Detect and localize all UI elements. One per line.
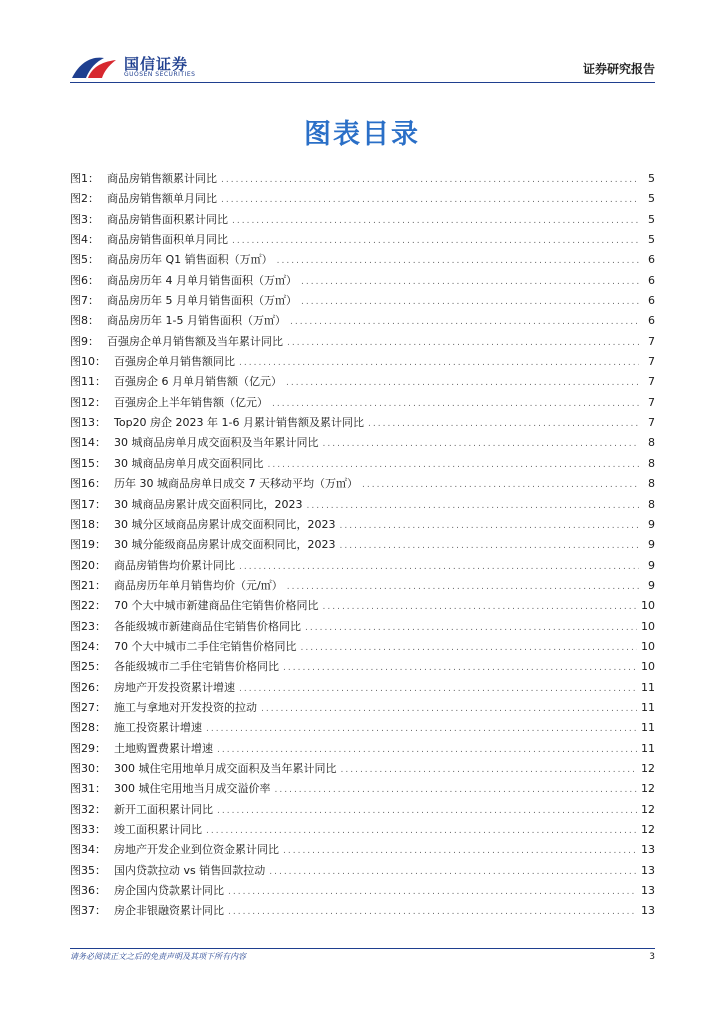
toc-figure-title: 商品房历年单月销售均价（元/㎡） (114, 578, 283, 592)
toc-figure-title: 300 城住宅用地单月成交面积及当年累计同比 (114, 761, 337, 775)
toc-figure-number: 图16： (70, 477, 106, 491)
toc-page-number: 10 (641, 619, 655, 633)
toc-figure-number: 图25： (70, 660, 106, 674)
toc-page-number: 8 (648, 456, 655, 470)
toc-figure-title: 商品房历年 1-5 月销售面积（万㎡） (107, 314, 286, 328)
toc-page-number: 8 (648, 497, 655, 511)
toc-figure-title: 30 城商品房单月成交面积同比 (114, 456, 264, 470)
toc-figure-title: 商品房销售面积累计同比 (107, 212, 228, 226)
toc-entry[interactable] (70, 535, 655, 555)
toc-entry[interactable] (70, 433, 655, 453)
toc-figure-title: 商品房销售额单月同比 (107, 192, 217, 206)
toc-entry[interactable] (70, 474, 655, 494)
toc-figure-number: 图1： (70, 172, 99, 185)
toc-figure-number: 图23： (70, 619, 106, 633)
toc-figure-title: 各能级城市新建商品住宅销售价格同比 (114, 619, 301, 633)
toc-entry[interactable] (70, 617, 655, 637)
toc-dot-leader (287, 333, 639, 353)
toc-figure-title: 商品房销售均价累计同比 (114, 558, 235, 572)
toc-entry[interactable] (70, 352, 655, 372)
toc-figure-title: 房地产开发企业到位资金累计同比 (114, 843, 279, 857)
toc-entry[interactable] (70, 393, 655, 413)
toc-figure-number: 图10： (70, 355, 106, 369)
toc-figure-title: Top20 房企 2023 年 1-6 月累计销售额及累计同比 (114, 416, 365, 430)
toc-figure-number: 图19： (70, 538, 106, 552)
toc-dot-leader (362, 475, 639, 495)
toc-figure-title: 70 个大中城市二手住宅销售价格同比 (114, 639, 297, 653)
toc-page-number: 10 (641, 639, 655, 653)
toc-figure-title: 百强房企单月销售额及当年累计同比 (107, 334, 283, 348)
toc-figure-number: 图28： (70, 721, 106, 735)
toc-dot-leader (221, 170, 639, 190)
toc-entry[interactable] (70, 637, 655, 657)
toc-entry[interactable] (70, 169, 655, 189)
toc-page-number: 10 (641, 660, 655, 674)
toc-page-number: 9 (648, 578, 655, 592)
toc-dot-leader (323, 597, 638, 617)
logo-chinese-name: 国信证券 (124, 55, 189, 73)
toc-figure-title: 商品房销售面积单月同比 (107, 233, 228, 247)
toc-page-number: 5 (648, 233, 655, 247)
toc-figure-title: 70 个大中城市新建商品住宅销售价格同比 (114, 599, 319, 613)
toc-entry[interactable] (70, 454, 655, 474)
toc-figure-title: 百强房企上半年销售额（亿元） (114, 395, 268, 409)
toc-entry[interactable] (70, 250, 655, 270)
toc-figure-number: 图21： (70, 578, 106, 592)
toc-page-number: 11 (641, 680, 655, 694)
toc-dot-leader (206, 719, 637, 739)
toc-entry[interactable] (70, 779, 655, 799)
toc-figure-title: 百强房企单月销售额同比 (114, 355, 235, 369)
toc-page-number: 11 (641, 741, 655, 755)
toc-entry[interactable] (70, 332, 655, 352)
figure-table-of-contents (70, 169, 655, 922)
toc-dot-leader (287, 577, 639, 597)
toc-figure-title: 土地购置费累计增速 (114, 741, 213, 755)
toc-page-number: 13 (641, 843, 655, 857)
toc-page-number: 7 (648, 416, 655, 430)
toc-figure-number: 图4： (70, 233, 99, 247)
toc-entry[interactable] (70, 189, 655, 209)
toc-figure-number: 图9： (70, 334, 99, 348)
toc-entry[interactable] (70, 576, 655, 596)
toc-entry[interactable] (70, 881, 655, 901)
toc-dot-leader (221, 190, 639, 210)
page-number: 3 (649, 952, 655, 962)
toc-page-number: 7 (648, 395, 655, 409)
toc-figure-title: 30 城分能级商品房累计成交面积同比，2023 (114, 538, 336, 552)
toc-page-number: 6 (648, 314, 655, 328)
guosen-logo-icon (70, 52, 120, 82)
toc-dot-leader (217, 740, 637, 760)
toc-figure-number: 图7： (70, 294, 99, 308)
toc-page-number: 13 (641, 863, 655, 877)
toc-page-number: 9 (648, 558, 655, 572)
toc-page-number: 6 (648, 273, 655, 287)
toc-dot-leader (323, 434, 640, 454)
toc-page-number: 5 (648, 172, 655, 185)
toc-page-number: 9 (648, 517, 655, 531)
toc-figure-number: 图26： (70, 680, 106, 694)
toc-figure-number: 图2： (70, 192, 99, 206)
toc-figure-title: 房企非银融资累计同比 (114, 904, 224, 918)
toc-entry[interactable] (70, 657, 655, 677)
toc-figure-title: 国内贷款拉动 vs 销售回款拉动 (114, 863, 266, 877)
toc-figure-number: 图8： (70, 314, 99, 328)
toc-entry[interactable] (70, 759, 655, 779)
toc-figure-title: 商品房销售额累计同比 (107, 172, 217, 185)
page-header (70, 50, 655, 86)
toc-figure-number: 图3： (70, 212, 99, 226)
toc-figure-number: 图17： (70, 497, 106, 511)
toc-entry[interactable] (70, 515, 655, 535)
toc-figure-number: 图37： (70, 904, 106, 918)
toc-dot-leader (275, 780, 638, 800)
toc-figure-number: 图30： (70, 761, 106, 775)
toc-dot-leader (232, 231, 639, 251)
toc-page-number: 6 (648, 253, 655, 267)
toc-entry[interactable] (70, 678, 655, 698)
guosen-logo (70, 50, 240, 84)
header-divider (70, 82, 655, 83)
footer-divider (70, 948, 655, 949)
toc-dot-leader (307, 496, 640, 516)
toc-dot-leader (228, 902, 637, 922)
toc-figure-number: 图33： (70, 823, 106, 836)
toc-figure-number: 图14： (70, 436, 106, 450)
toc-page-number: 11 (641, 700, 655, 714)
toc-dot-leader (283, 841, 637, 861)
toc-entry[interactable] (70, 413, 655, 433)
toc-entry[interactable] (70, 291, 655, 311)
toc-dot-leader (301, 638, 638, 658)
toc-figure-number: 图27： (70, 700, 106, 714)
logo-english-name: GUOSEN SECURITIES (124, 71, 196, 78)
toc-dot-leader (290, 312, 639, 332)
toc-dot-leader (305, 618, 637, 638)
toc-page-number: 7 (648, 334, 655, 348)
toc-entry[interactable] (70, 372, 655, 392)
toc-figure-title: 房地产开发投资累计增速 (114, 680, 235, 694)
toc-figure-number: 图31： (70, 782, 106, 796)
toc-figure-number: 图5： (70, 253, 99, 267)
toc-entry[interactable] (70, 271, 655, 291)
toc-page-number: 5 (648, 192, 655, 206)
toc-page-number: 13 (641, 904, 655, 918)
toc-figure-title: 30 城商品房累计成交面积同比，2023 (114, 497, 303, 511)
toc-entry[interactable] (70, 495, 655, 515)
toc-dot-leader (368, 414, 639, 434)
toc-dot-leader (261, 699, 637, 719)
toc-page-number: 11 (641, 721, 655, 735)
toc-dot-leader (232, 211, 639, 231)
toc-figure-title: 商品房历年 Q1 销售面积（万㎡） (107, 253, 273, 267)
toc-figure-title: 百强房企 6 月单月销售额（亿元） (114, 375, 282, 389)
toc-entry[interactable] (70, 820, 655, 840)
toc-page-number: 9 (648, 538, 655, 552)
toc-figure-title: 竣工面积累计同比 (114, 823, 202, 836)
toc-dot-leader (239, 679, 637, 699)
toc-dot-leader (277, 251, 639, 271)
toc-dot-leader (340, 516, 640, 536)
toc-figure-number: 图29： (70, 741, 106, 755)
toc-figure-number: 图20： (70, 558, 106, 572)
toc-entry[interactable] (70, 210, 655, 230)
toc-entry[interactable] (70, 311, 655, 331)
toc-page-number: 13 (641, 884, 655, 898)
toc-figure-number: 图32： (70, 802, 106, 816)
toc-figure-number: 图24： (70, 639, 106, 653)
toc-figure-title: 新开工面积累计同比 (114, 802, 213, 816)
toc-entry[interactable] (70, 800, 655, 820)
toc-dot-leader (217, 801, 637, 821)
toc-page-number: 12 (641, 802, 655, 816)
toc-dot-leader (228, 882, 637, 902)
toc-page-number: 7 (648, 355, 655, 369)
toc-page-number: 7 (648, 375, 655, 389)
toc-entry[interactable] (70, 901, 655, 921)
toc-entry[interactable] (70, 596, 655, 616)
toc-entry[interactable] (70, 840, 655, 860)
toc-figure-title: 历年 30 城商品房单日成交 7 天移动平均（万㎡） (114, 477, 358, 491)
toc-dot-leader (340, 536, 640, 556)
toc-figure-number: 图11： (70, 375, 106, 389)
toc-entry[interactable] (70, 718, 655, 738)
toc-figure-number: 图18： (70, 517, 106, 531)
toc-page-number: 8 (648, 477, 655, 491)
toc-figure-title: 各能级城市二手住宅销售价格同比 (114, 660, 279, 674)
toc-dot-leader (301, 292, 639, 312)
toc-dot-leader (272, 394, 639, 414)
toc-dot-leader (286, 373, 639, 393)
toc-figure-number: 图6： (70, 273, 99, 287)
toc-dot-leader (268, 455, 640, 475)
report-type-label: 证券研究报告 (582, 62, 655, 76)
toc-dot-leader (341, 760, 638, 780)
toc-dot-leader (283, 658, 637, 678)
toc-figure-number: 图22： (70, 599, 106, 613)
toc-figure-number: 图34： (70, 843, 106, 857)
toc-entry[interactable] (70, 556, 655, 576)
toc-page-number: 6 (648, 294, 655, 308)
toc-figure-number: 图15： (70, 456, 106, 470)
toc-entry[interactable] (70, 230, 655, 250)
toc-figure-title: 30 城商品房单月成交面积及当年累计同比 (114, 436, 319, 450)
toc-page-number: 10 (641, 599, 655, 613)
toc-page-number: 8 (648, 436, 655, 450)
toc-entry[interactable] (70, 739, 655, 759)
toc-figure-title: 商品房历年 4 月单月销售面积（万㎡） (107, 273, 297, 287)
toc-figure-title: 30 城分区域商品房累计成交面积同比，2023 (114, 517, 336, 531)
toc-entry[interactable] (70, 861, 655, 881)
toc-figure-title: 商品房历年 5 月单月销售面积（万㎡） (107, 294, 297, 308)
toc-dot-leader (239, 353, 639, 373)
toc-entry[interactable] (70, 698, 655, 718)
toc-dot-leader (206, 821, 637, 841)
toc-figure-number: 图12： (70, 395, 106, 409)
toc-page-number: 12 (641, 823, 655, 836)
toc-figure-title: 300 城住宅用地当月成交溢价率 (114, 782, 271, 796)
toc-dot-leader (239, 557, 639, 577)
toc-dot-leader (301, 272, 639, 292)
toc-page-number: 12 (641, 761, 655, 775)
footer-disclaimer[interactable]: 请务必阅读正文之后的免责声明及其项下所有内容 (70, 952, 246, 961)
toc-figure-number: 图13： (70, 416, 106, 430)
toc-figure-title: 施工投资累计增速 (114, 721, 202, 735)
toc-figure-number: 图36： (70, 884, 106, 898)
toc-page-number: 5 (648, 212, 655, 226)
toc-figure-number: 图35： (70, 863, 106, 877)
toc-page-number: 12 (641, 782, 655, 796)
toc-figure-title: 施工与拿地对开发投资的拉动 (114, 700, 257, 714)
page-title: 图表目录 (304, 119, 420, 150)
toc-dot-leader (269, 862, 637, 882)
toc-figure-title: 房企国内贷款累计同比 (114, 884, 224, 898)
